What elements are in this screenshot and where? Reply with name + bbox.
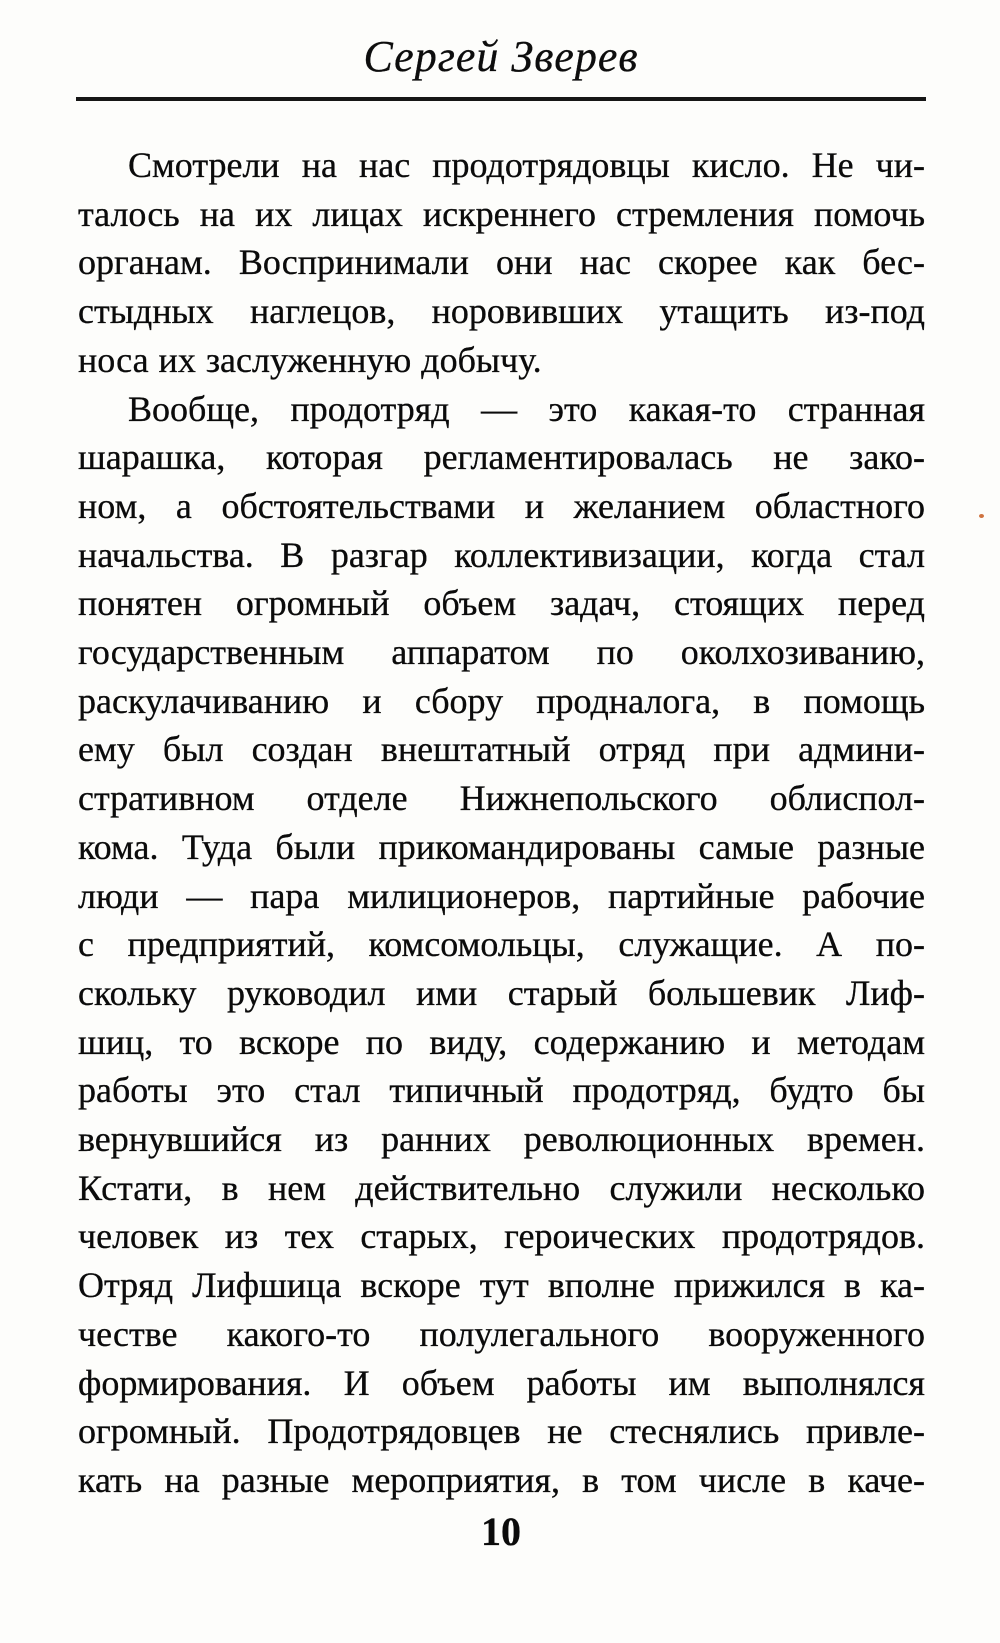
- paragraph: [78, 141, 925, 385]
- text-line: талось на их лицах искреннего стремления помочь: [78, 193, 925, 234]
- text-line: человек из тех старых, героических продотрядов.: [78, 1216, 925, 1257]
- text-line: ему был создан внештатный отряд при админи-: [78, 729, 925, 770]
- text-line: стративном отделе Нижнепольского облиспол-: [78, 778, 925, 819]
- text-line: стыдных наглецов, норовивших утащить из-под: [78, 291, 925, 332]
- text-line: кома. Туда были прикомандированы самые разные: [78, 826, 925, 867]
- text-line: шарашка, которая регламентировалась не зако-: [78, 437, 925, 478]
- text-line: вернувшийся из ранних революционных времен.: [78, 1119, 925, 1160]
- text-line: с предприятий, комсомольцы, служащие. А по-: [78, 924, 925, 965]
- text-line: кать на разные мероприятия, в том числе в каче-: [78, 1459, 925, 1500]
- paragraph: [78, 385, 925, 1505]
- text-line: Отряд Лифшица вскоре тут вполне прижился в ка-: [78, 1265, 925, 1306]
- text-line: работы это стал типичный продотряд, будто бы: [78, 1070, 925, 1111]
- text-line: Кстати, в нем действительно служили несколько: [78, 1167, 925, 1208]
- text-line: органам. Воспринимали они нас скорее как бес-: [78, 242, 925, 283]
- text-line: раскулачиванию и сбору продналога, в помощь: [78, 680, 925, 721]
- text-line: ном, а обстоятельствами и желанием областного: [78, 485, 925, 526]
- text-line: формирования. И объем работы им выполнялся: [78, 1362, 925, 1403]
- text-line: начальства. В разгар коллективизации, когда стал: [78, 534, 925, 575]
- body-text: [78, 141, 925, 1505]
- text-line: скольку руководил ими старый большевик Лиф-: [78, 972, 925, 1013]
- text-line: Вообще, продотряд — это какая-то странная: [128, 388, 925, 429]
- text-line: понятен огромный объем задач, стоящих перед: [78, 583, 925, 624]
- page-number: 10: [481, 1509, 521, 1554]
- text-line: честве какого-то полулегального вооруженного: [78, 1313, 925, 1354]
- text-line: Смотрели на нас продотрядовцы кисло. Не чи-: [128, 145, 925, 185]
- text-line: государственным аппаратом по околхозиванию,: [78, 632, 925, 673]
- text-line: люди — пара милиционеров, партийные рабочие: [78, 875, 925, 916]
- scan-artifact-speck: [979, 514, 984, 518]
- text-line: огромный. Продотрядовцев не стеснялись привле-: [78, 1411, 925, 1452]
- author-running-header: Сергей Зверев: [363, 32, 639, 81]
- header-rule: [76, 97, 926, 101]
- text-line: шиц, то вскоре по виду, содержанию и методам: [78, 1021, 925, 1062]
- text-line: носа их заслуженную добычу.: [78, 339, 542, 380]
